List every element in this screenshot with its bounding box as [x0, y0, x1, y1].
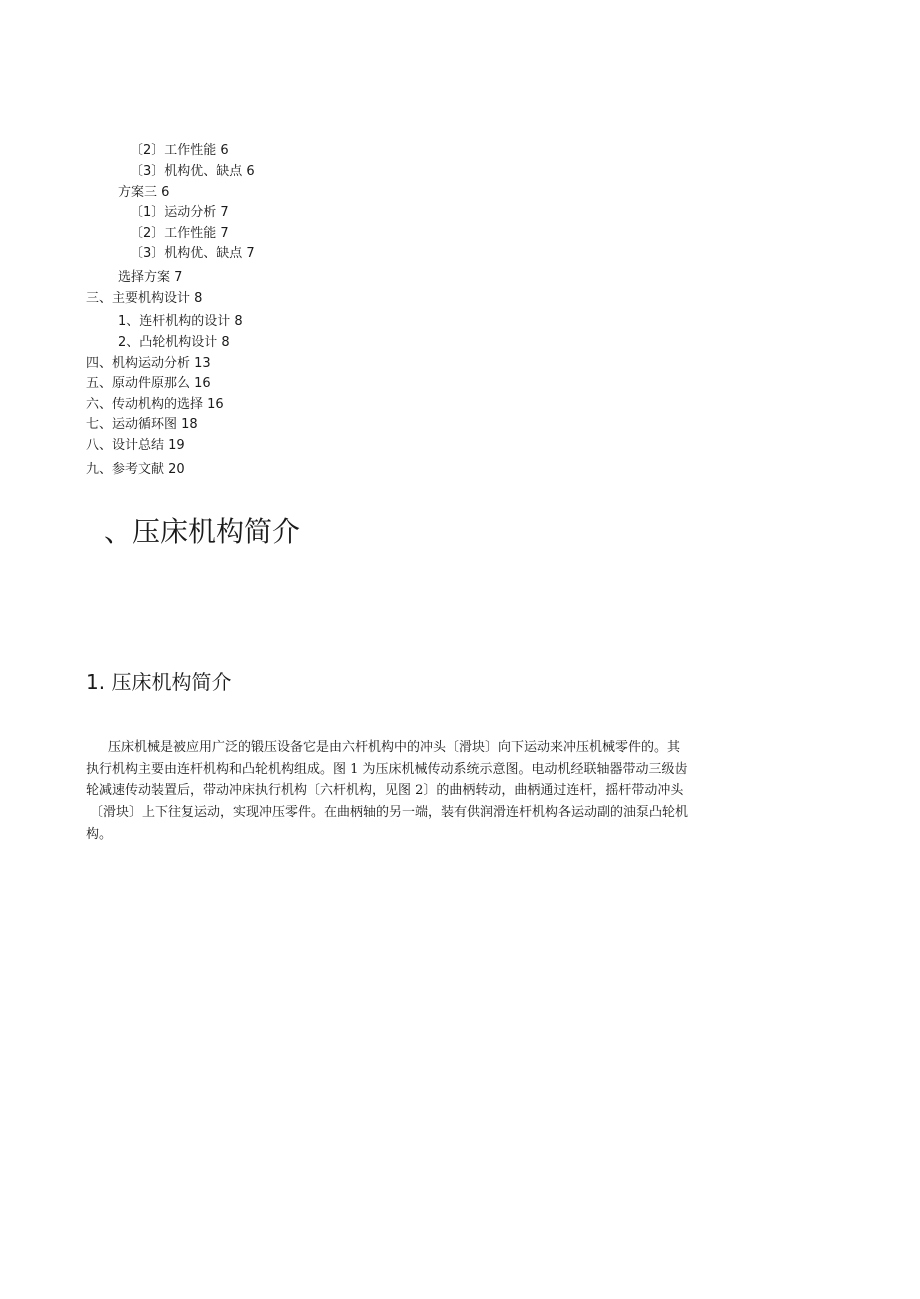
toc-entry: 1、连杆机构的设计 8	[118, 314, 243, 329]
toc-entry: 六、传动机构的选择 16	[86, 397, 224, 412]
section-title: 、压床机构简介	[104, 515, 301, 548]
subsection-title: 1. 压床机构简介	[86, 670, 232, 694]
paragraph-line: 轮减速传动装置后，带动冲床执行机构〔六杆机构，见图 2〕的曲柄转动，曲柄通过连杆，摇杆带动冲头	[86, 783, 684, 798]
toc-entry: 2、凸轮机构设计 8	[118, 335, 230, 350]
toc-entry: 〔3〕机构优、缺点 6	[130, 164, 255, 179]
toc-entry: 方案三 6	[118, 185, 170, 200]
paragraph-line: 压床机械是被应用广泛的锻压设备它是由六杆机构中的冲头〔滑块〕向下运动来冲压机械零件的。其	[108, 740, 681, 755]
toc-entry: 选择方案 7	[118, 270, 183, 285]
toc-entry: 〔1〕运动分析 7	[130, 205, 229, 220]
paragraph-line: 〔滑块〕上下往复运动，实现冲压零件。在曲柄轴的另一端，装有供润滑连杆机构各运动副的油泵凸轮机	[90, 805, 689, 820]
toc-entry: 七、运动循环图 18	[86, 417, 198, 432]
toc-entry: 〔2〕工作性能 7	[130, 226, 229, 241]
toc-entry: 〔3〕机构优、缺点 7	[130, 246, 255, 261]
toc-entry: 四、机构运动分析 13	[86, 356, 211, 371]
toc-entry: 〔2〕工作性能 6	[130, 143, 229, 158]
paragraph-line: 执行机构主要由连杆机构和凸轮机构组成。图 1 为压床机械传动系统示意图。电动机经联轴器带动三级齿	[86, 762, 688, 777]
toc-entry: 八、设计总结 19	[86, 438, 185, 453]
toc-entry: 九、参考文献 20	[86, 462, 185, 477]
toc-entry: 五、原动件原那么 16	[86, 376, 211, 391]
paragraph-line: 构。	[86, 827, 113, 842]
toc-entry: 三、主要机构设计 8	[86, 291, 203, 306]
